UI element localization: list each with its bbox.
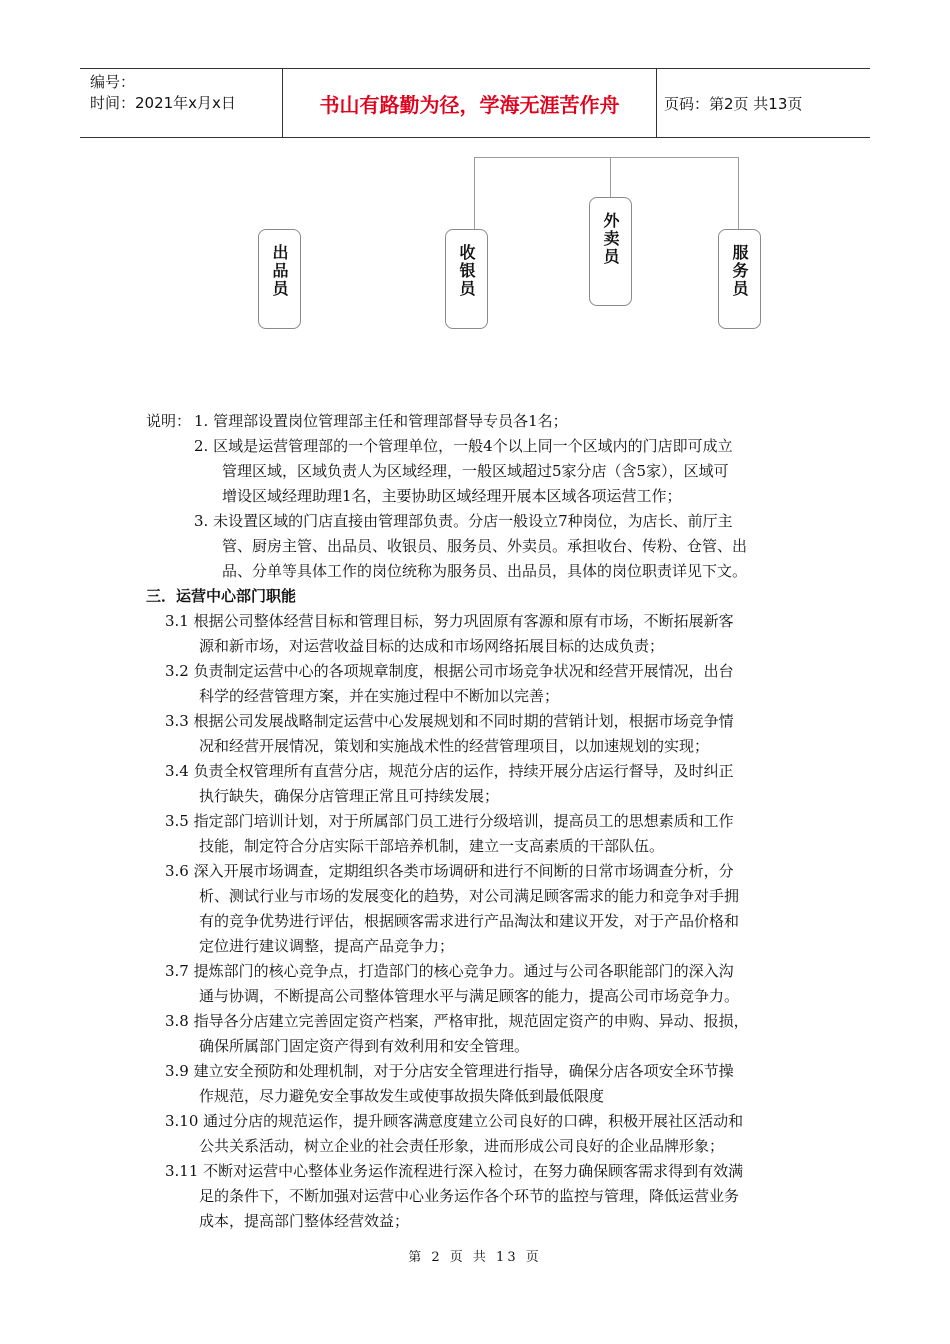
list-item: 3.3 根据公司发展战略制定运营中心发展规划和不同时期的营销计划，根据市场竞争情 [165, 712, 734, 730]
list-item: 况和经营开展情况，策划和实施战术性的经营管理项目，以加速规划的实现； [199, 737, 710, 755]
org-connector [474, 157, 475, 229]
list-item: 3.1 根据公司整体经营目标和管理目标，努力巩固原有客源和原有市场，不断拓展新客 [165, 612, 734, 630]
header-divider [656, 69, 657, 137]
notes-prefix: 说明： [146, 412, 192, 430]
section-title: 三．运营中心部门职能 [146, 587, 297, 605]
list-item: 源和新市场，对运营收益目标的达成和市场网络拓展目标的达成负责； [199, 637, 665, 655]
org-node-label: 外卖员 [601, 212, 620, 266]
list-item: 通与协调，不断提高公司整体管理水平与满足顾客的能力，提高公司市场竞争力。 [199, 987, 740, 1005]
org-node-shouyin [445, 229, 488, 329]
org-connector [610, 157, 611, 197]
list-item: 公共关系活动，树立企业的社会责任形象，进而形成公司良好的企业品牌形象； [199, 1137, 725, 1155]
doc-number-label: 编号： [90, 73, 136, 91]
list-item: 3.10 通过分店的规范运作，提升顾客满意度建立公司良好的口碑，积极开展社区活动和 [165, 1112, 744, 1130]
list-item: 技能，制定符合分店实际干部培养机制，建立一支高素质的干部队伍。 [199, 837, 665, 855]
list-item: 定位进行建议调整，提高产品竞争力； [199, 937, 455, 955]
list-item: 3.5 指定部门培训计划，对于所属部门员工进行分级培训，提高员工的思想素质和工作 [165, 812, 734, 830]
header-page-info: 页码：第2页 共13页 [664, 95, 803, 113]
list-item: 足的条件下，不断加强对运营中心业务运作各个环节的监控与管理，降低运营业务 [199, 1187, 740, 1205]
org-node-label: 服务员 [730, 244, 749, 298]
note-line: 1. 管理部设置岗位管理部主任和管理部督导专员各1名； [194, 412, 568, 430]
note-line: 3. 未设置区域的门店直接由管理部负责。分店一般设立7种岗位，为店长、前厅主 [194, 512, 733, 530]
note-line: 2. 区域是运营管理部的一个管理单位，一般4个以上同一个区域内的门店即可成立 [194, 437, 733, 455]
list-item: 3.4 负责全权管理所有直营分店，规范分店的运作，持续开展分店运行督导，及时纠正 [165, 762, 734, 780]
list-item: 执行缺失，确保分店管理正常且可持续发展； [199, 787, 500, 805]
org-node-fuwu [718, 229, 761, 329]
note-line: 增设区域经理助理1名，主要协助区域经理开展本区域各项运营工作； [222, 487, 682, 505]
list-item: 科学的经营管理方案，并在实施过程中不断加以完善； [199, 687, 560, 705]
list-item: 析、测试行业与市场的发展变化的趋势，对公司满足顾客需求的能力和竞争对手拥 [199, 887, 740, 905]
list-item: 3.2 负责制定运营中心的各项规章制度，根据公司市场竞争状况和经营开展情况，出台 [165, 662, 734, 680]
list-item: 有的竞争优势进行评估，根据顾客需求进行产品淘汰和建议开发，对于产品价格和 [199, 912, 740, 930]
org-node-chupin [258, 229, 301, 329]
org-connector [738, 157, 739, 229]
note-line: 管、厨房主管、出品员、收银员、服务员、外卖员。承担收台、传粉、仓管、出 [222, 537, 748, 555]
list-item: 3.8 指导各分店建立完善固定资产档案，严格审批，规范固定资产的申购、异动、报损， [165, 1012, 749, 1030]
org-node-waimai [589, 197, 632, 306]
header-meta [90, 72, 280, 114]
list-item: 3.7 提炼部门的核心竞争点，打造部门的核心竞争力。通过与公司各职能部门的深入沟 [165, 962, 734, 980]
note-line: 品、分单等具体工作的岗位统称为服务员、出品员，具体的岗位职责详见下文。 [222, 562, 748, 580]
list-item: 3.6 深入开展市场调查，定期组织各类市场调研和进行不间断的日常市场调查分析，分 [165, 862, 734, 880]
note-line: 管理区域，区域负责人为区域经理，一般区域超过5家分店（含5家），区域可 [222, 462, 729, 480]
list-item: 成本，提高部门整体经营效益； [199, 1212, 410, 1230]
header-motto: 书山有路勤为径，学海无涯苦作舟 [319, 92, 620, 117]
list-item: 作规范，尽力避免安全事故发生或使事故损失降低到最低限度 [199, 1087, 605, 1105]
list-item: 3.9 建立安全预防和处理机制，对于分店安全管理进行指导，确保分店各项安全环节操 [165, 1062, 734, 1080]
doc-date: 时间：2021年x月x日 [90, 94, 236, 112]
org-node-label: 出品员 [270, 244, 289, 298]
org-connector [474, 157, 738, 158]
page-footer: 第 2 页 共 13 页 [408, 1250, 542, 1265]
list-item: 3.11 不断对运营中心整体业务运作流程进行深入检讨，在努力确保顾客需求得到有效满 [165, 1162, 744, 1180]
page-header [80, 68, 870, 138]
list-item: 确保所属部门固定资产得到有效利用和安全管理。 [199, 1037, 530, 1055]
org-node-label: 收银员 [457, 244, 476, 298]
